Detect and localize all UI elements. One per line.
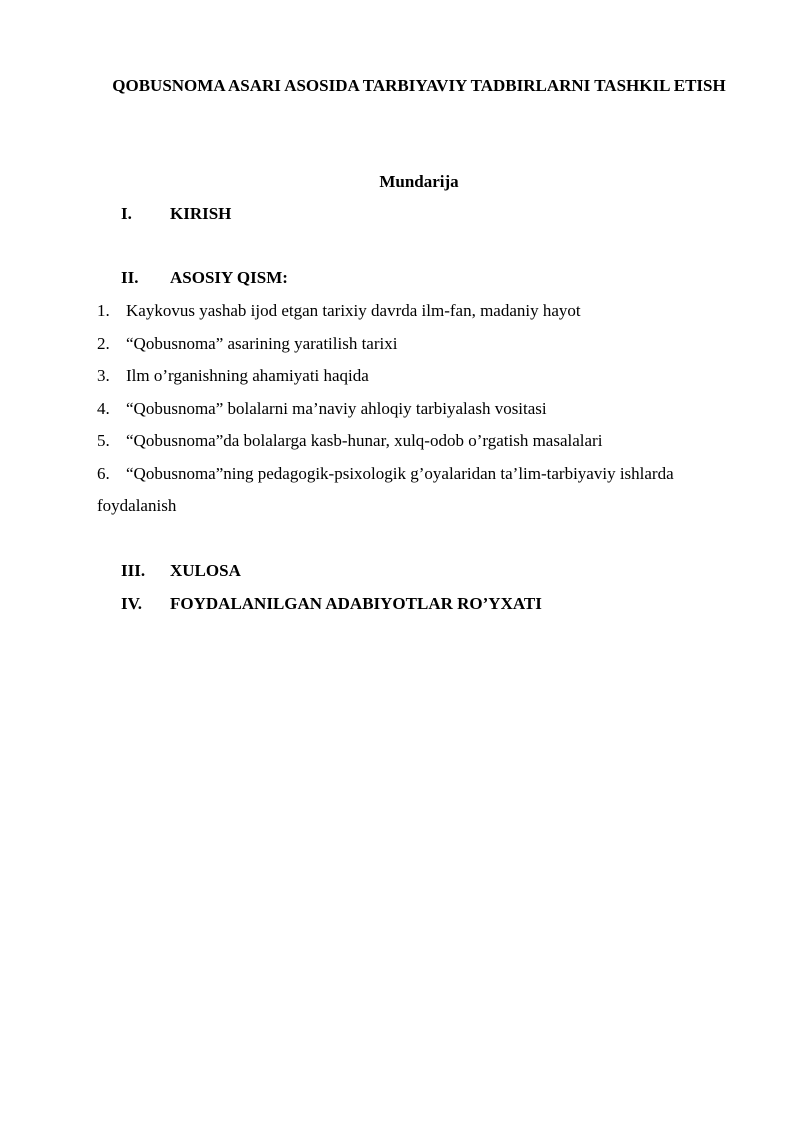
section-bibliography: [121, 592, 542, 616]
section-number: II.: [121, 268, 139, 287]
list-item: [97, 429, 602, 453]
item-text: “Qobusnoma” bolalarni ma’naviy ahloqiy tarbiyalash vositasi: [126, 399, 547, 418]
section-label: KIRISH: [170, 204, 232, 223]
section-number: III.: [121, 561, 146, 580]
item-text: Ilm o’rganishning ahamiyati haqida: [126, 366, 369, 385]
list-item: [97, 299, 581, 323]
item-number: 3.: [97, 366, 110, 385]
item-text: “Qobusnoma”ning pedagogik-psixologik g’oyalaridan ta’lim-tarbiyaviy ishlarda foydalanish: [97, 464, 674, 515]
section-main-part: [121, 266, 288, 290]
section-number: I.: [121, 204, 132, 223]
list-item: [97, 364, 369, 388]
list-item: [97, 458, 747, 522]
item-text: “Qobusnoma”da bolalarga kasb-hunar, xulq-odob o’rgatish masalalari: [126, 431, 603, 450]
document-title: QOBUSNOMA ASARI ASOSIDA TARBIYAVIY TADBIRLARNI TASHKIL ETISH: [112, 76, 726, 95]
item-number: 4.: [97, 399, 110, 418]
section-label: ASOSIY QISM:: [170, 268, 288, 287]
item-number: 6.: [97, 464, 110, 483]
section-label: XULOSA: [170, 561, 241, 580]
section-label: FOYDALANILGAN ADABIYOTLAR RO’YXATI: [170, 594, 542, 613]
item-text: Kaykovus yashab ijod etgan tarixiy davrda ilm-fan, madaniy hayot: [126, 301, 581, 320]
contents-heading: Mundarija: [379, 172, 459, 191]
item-number: 5.: [97, 431, 110, 450]
list-item: [97, 332, 397, 356]
section-number: IV.: [121, 594, 142, 613]
section-introduction: [121, 202, 231, 226]
item-number: 2.: [97, 334, 110, 353]
list-item: [97, 397, 547, 421]
item-text: “Qobusnoma” asarining yaratilish tarixi: [126, 334, 398, 353]
section-conclusion: [121, 559, 241, 583]
item-number: 1.: [97, 301, 110, 320]
